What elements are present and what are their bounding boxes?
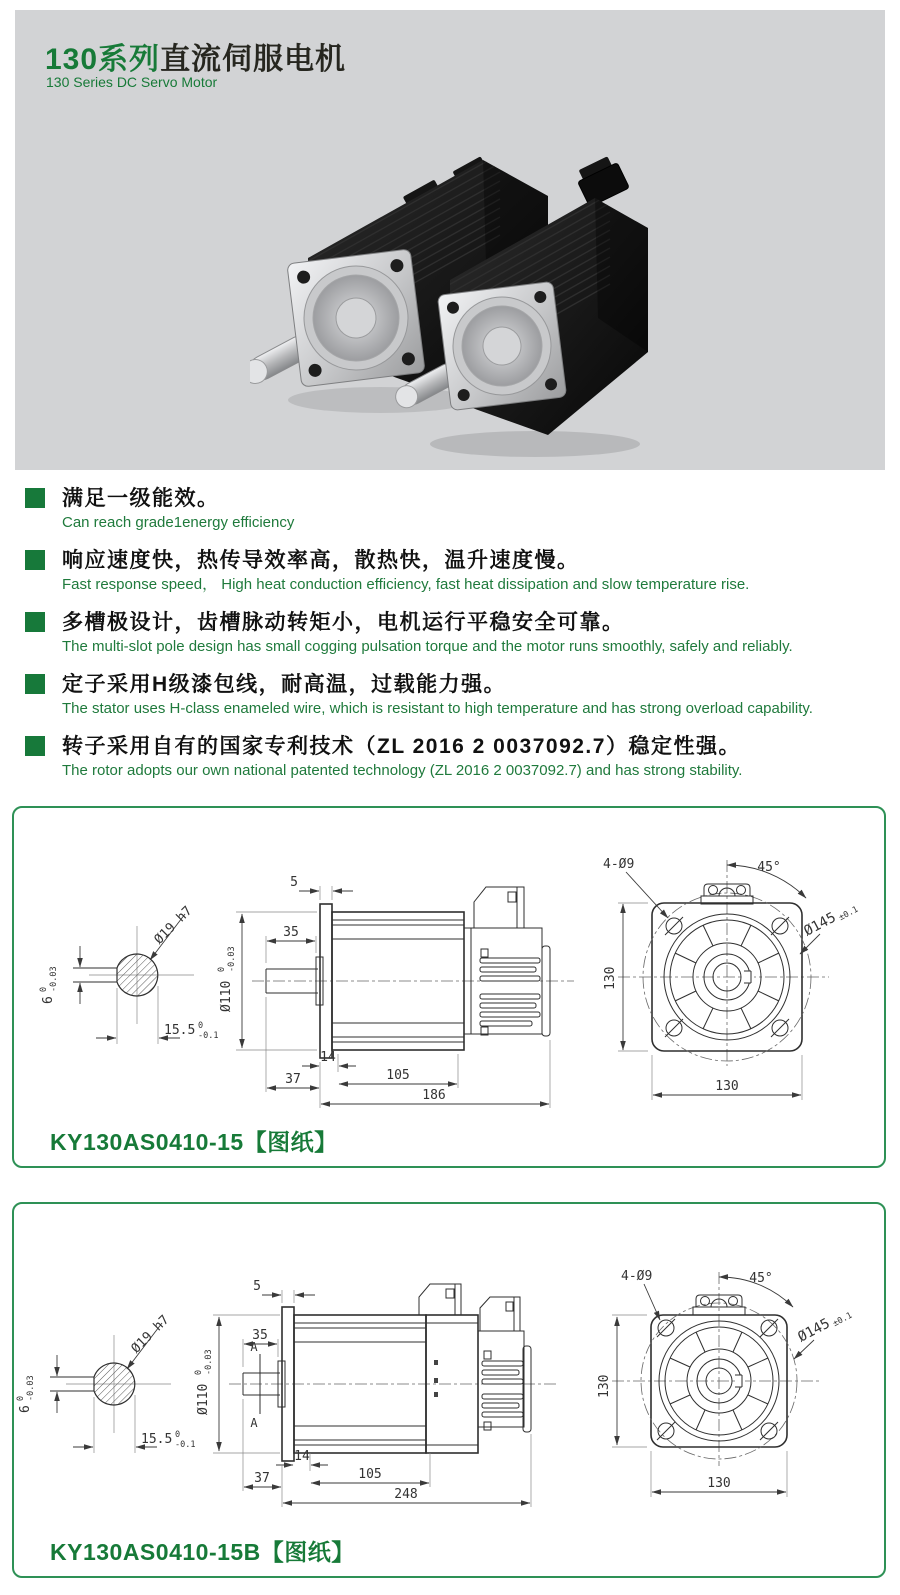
side-view xyxy=(194,1279,559,1507)
svg-text:-0.03: -0.03 xyxy=(204,1349,214,1375)
dim-14: 14 xyxy=(320,1050,336,1065)
connector-block xyxy=(573,154,629,207)
front-view xyxy=(597,1269,854,1497)
shadow xyxy=(288,387,472,413)
dim-105: 105 xyxy=(358,1467,382,1482)
svg-text:6: 6 xyxy=(18,1405,33,1413)
svg-text:0: 0 xyxy=(194,1369,204,1375)
dim-total-length: 248 xyxy=(394,1487,418,1502)
svg-text:Ø19 h7: Ø19 h7 xyxy=(128,1312,173,1357)
dim-height xyxy=(597,1375,612,1398)
dim-spigot xyxy=(795,1304,854,1346)
dim-14: 14 xyxy=(294,1449,310,1464)
section-mark-a-bottom: A xyxy=(250,1416,258,1430)
svg-text:0: 0 xyxy=(198,1021,204,1031)
feature-zh: 定子采用H级漆包线，耐高温，过载能力强。 xyxy=(62,673,507,696)
bullet-square-icon xyxy=(25,488,45,508)
svg-text:0: 0 xyxy=(39,986,49,992)
feature-en: The rotor adopts our own national patented technology (ZL 2016 2 0037092.7) and has strong stability. xyxy=(62,762,743,779)
feature-zh: 满足一级能效。 xyxy=(62,487,220,510)
svg-text:Ø145: Ø145 xyxy=(795,1315,833,1346)
bullet-square-icon xyxy=(25,612,45,632)
feature-item xyxy=(25,610,885,656)
dim-shaft-dia xyxy=(129,1313,173,1357)
shadow xyxy=(430,431,640,457)
technical-drawing-1 xyxy=(14,808,880,1162)
feature-item xyxy=(25,734,885,780)
svg-text:-0.03: -0.03 xyxy=(227,946,237,972)
feature-en: Can reach grade1energy efficiency xyxy=(62,514,295,531)
dim-37: 37 xyxy=(285,1072,301,1087)
bullet-square-icon xyxy=(25,736,45,756)
svg-text:Ø110: Ø110 xyxy=(196,1383,211,1415)
svg-text:0: 0 xyxy=(217,966,227,972)
svg-text:Ø110: Ø110 xyxy=(219,980,234,1012)
dim-angle: 45° xyxy=(749,1271,773,1286)
motor-flange xyxy=(250,249,425,394)
product-photo xyxy=(250,100,700,465)
dim-key-width xyxy=(39,966,59,1004)
svg-text:6: 6 xyxy=(41,996,56,1004)
page-title xyxy=(45,34,346,78)
dim-35: 35 xyxy=(283,925,299,940)
dim-body-dia xyxy=(217,946,237,1012)
svg-text:-0.03: -0.03 xyxy=(49,966,59,992)
shaft-end-view xyxy=(16,1313,195,1453)
feature-en: Fast response speed， High heat conduction efficiency, fast heat dissipation and slow temperature rise. xyxy=(62,576,750,593)
feature-item xyxy=(25,672,885,718)
feature-item xyxy=(25,486,885,532)
title-rest: 直流伺服电机 xyxy=(160,43,347,76)
side-view xyxy=(217,875,574,1108)
feature-en: The stator uses H-class enameled wire, which is resistant to high temperature and has strong overload capability. xyxy=(62,700,813,717)
dim-spigot xyxy=(801,898,860,940)
svg-text:-0.1: -0.1 xyxy=(175,1440,196,1450)
dim-total-length: 186 xyxy=(422,1088,446,1103)
dim-key-width xyxy=(16,1375,36,1413)
dim-width: 130 xyxy=(707,1476,731,1491)
svg-text:±0.1: ±0.1 xyxy=(831,1310,855,1330)
svg-text:0: 0 xyxy=(175,1430,181,1440)
dim-105: 105 xyxy=(386,1068,410,1083)
drawing-label-2: KY130AS0410-15B【图纸】 xyxy=(50,1539,355,1565)
dim-height xyxy=(603,967,618,990)
front-view xyxy=(603,857,860,1100)
drawing-panel-1 xyxy=(12,806,886,1168)
title-series: 130系列 xyxy=(45,43,161,76)
feature-en: The multi-slot pole design has small cogging pulsation torque and the motor runs smoothly, safely and reliably. xyxy=(62,638,793,655)
svg-text:15.5: 15.5 xyxy=(164,1023,196,1038)
bullet-square-icon xyxy=(25,550,45,570)
svg-text:130: 130 xyxy=(603,966,618,990)
svg-text:Ø19 h7: Ø19 h7 xyxy=(151,903,196,948)
technical-drawing-2 xyxy=(14,1204,880,1572)
dim-width: 130 xyxy=(715,1079,739,1094)
feature-item xyxy=(25,548,885,594)
drawing-panel-2 xyxy=(12,1202,886,1578)
svg-text:Ø145: Ø145 xyxy=(801,909,839,940)
dim-body-dia xyxy=(194,1349,214,1415)
svg-text:15.5: 15.5 xyxy=(141,1432,173,1447)
dim-holes: 4-Ø9 xyxy=(621,1269,653,1284)
svg-text:-0.1: -0.1 xyxy=(198,1031,219,1041)
feature-list xyxy=(25,486,885,796)
feature-zh: 响应速度快，热传导效率高，散热快，温升速度慢。 xyxy=(62,549,580,572)
feature-zh: 多槽极设计，齿槽脉动转矩小，电机运行平稳安全可靠。 xyxy=(62,611,625,634)
dim-37: 37 xyxy=(254,1471,270,1486)
brake-text-marks xyxy=(434,1360,438,1397)
svg-text:130: 130 xyxy=(597,1374,612,1398)
drawing-label-1: KY130AS0410-15【图纸】 xyxy=(50,1129,338,1155)
dim-35: 35 xyxy=(252,1328,268,1343)
page-subtitle: 130 Series DC Servo Motor xyxy=(46,74,218,90)
svg-text:0: 0 xyxy=(16,1395,26,1401)
svg-text:±0.1: ±0.1 xyxy=(837,904,861,924)
feature-zh: 转子采用自有的国家专利技术（ZL 2016 2 0037092.7）稳定性强。 xyxy=(62,735,741,758)
shaft-end-view xyxy=(39,904,218,1044)
dim-shaft-dia xyxy=(152,904,196,948)
dim-holes: 4-Ø9 xyxy=(603,857,635,872)
dim-angle: 45° xyxy=(757,860,781,875)
header-section xyxy=(15,10,885,470)
section-mark-a-top: A xyxy=(250,1340,258,1354)
svg-text:-0.03: -0.03 xyxy=(26,1375,36,1401)
dim-5: 5 xyxy=(253,1279,261,1294)
bullet-square-icon xyxy=(25,674,45,694)
dim-5: 5 xyxy=(290,875,298,890)
